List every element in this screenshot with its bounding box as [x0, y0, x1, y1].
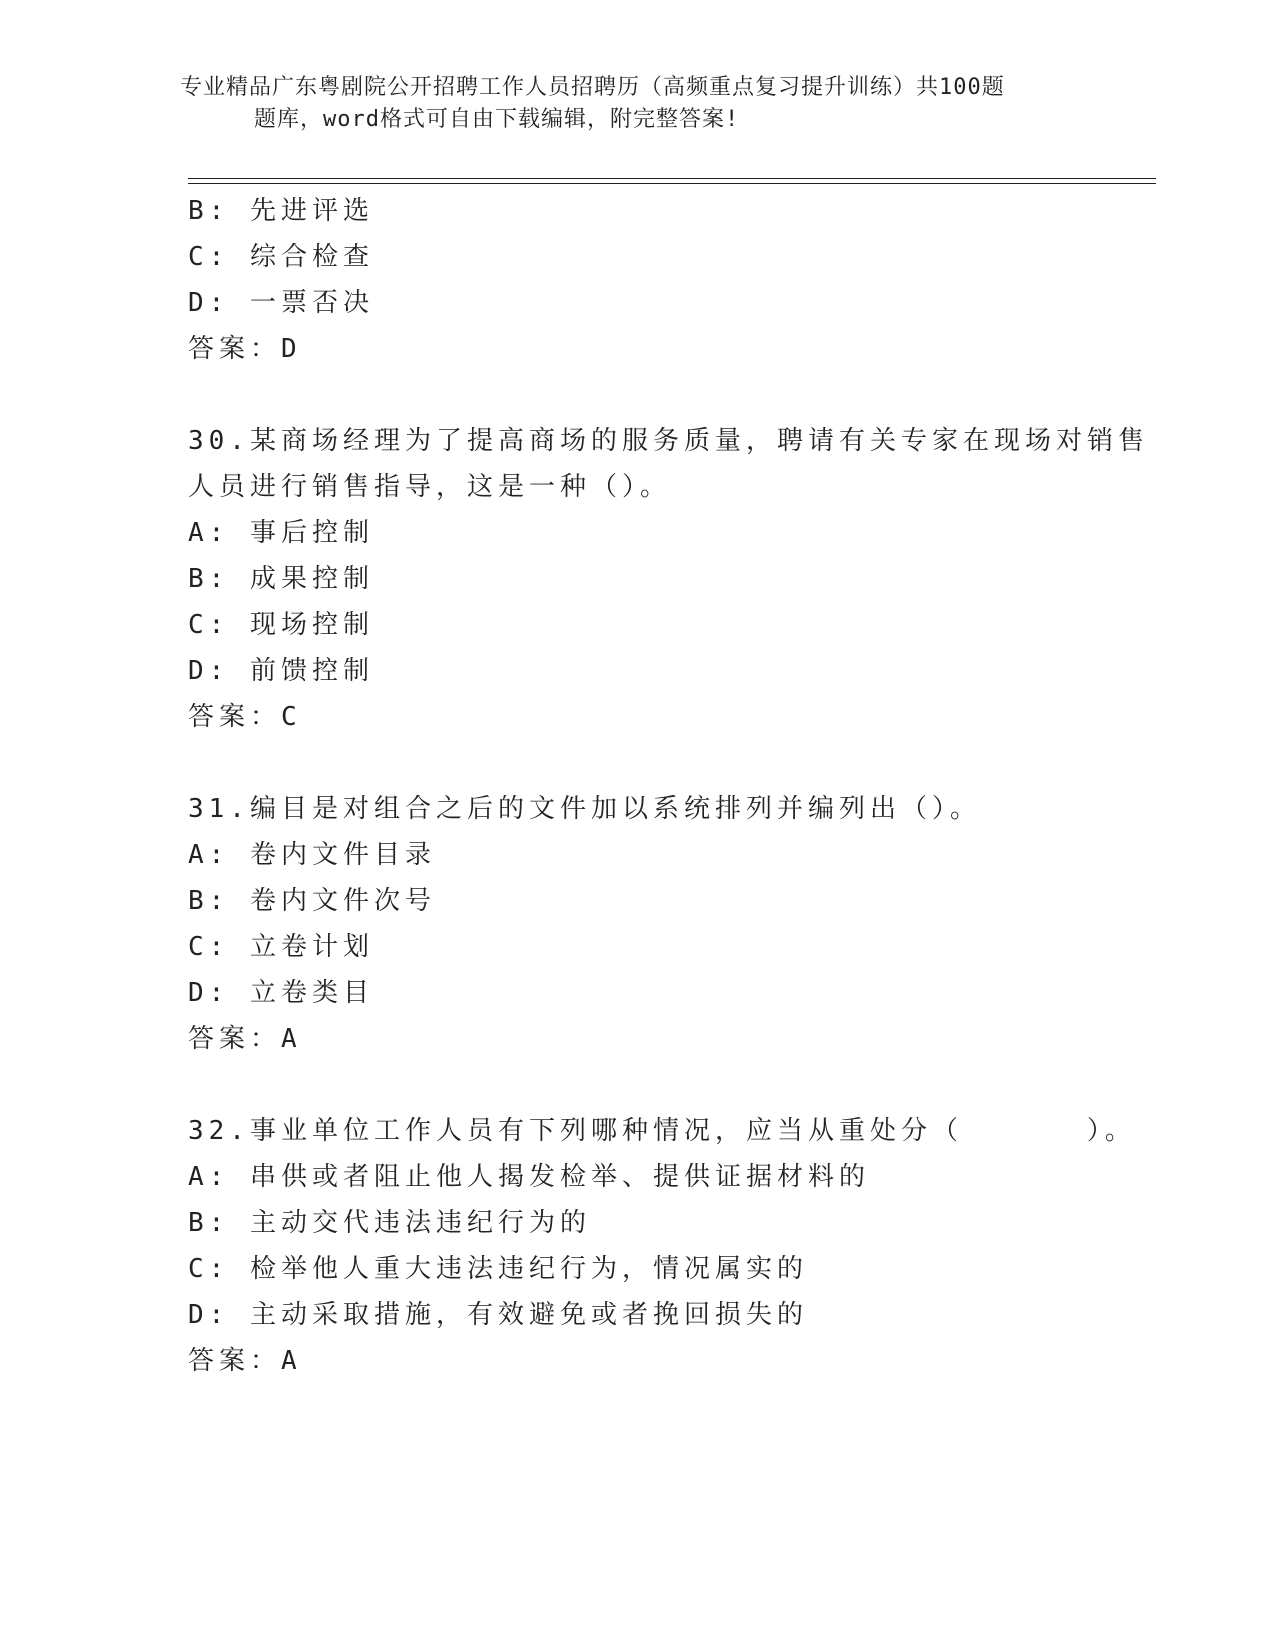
answer: 答案：A	[188, 1346, 302, 1376]
option-a: A: 串供或者阻止他人揭发检举、提供证据材料的	[188, 1162, 870, 1192]
spacer	[188, 1062, 1088, 1108]
header-title-line1: 专业精品广东粤剧院公开招聘工作人员招聘历（高频重点复习提升训练）共100题	[180, 75, 1005, 100]
question-stem: 32.事业单位工作人员有下列哪种情况，应当从重处分（ ）。	[188, 1116, 1136, 1146]
option-b: B: 先进评选	[188, 196, 374, 226]
option-d: D: 立卷类目	[188, 978, 374, 1008]
header-title-line2: 题库，word格式可自由下载编辑，附完整答案!	[254, 107, 740, 132]
option-b: B: 成果控制	[188, 564, 374, 594]
question-stem: 人员进行销售指导，这是一种（）。	[188, 472, 672, 502]
spacer	[188, 372, 1088, 418]
option-d: D: 一票否决	[188, 288, 374, 318]
question-32	[188, 1108, 1136, 1384]
question-stem: 30.某商场经理为了提高商场的服务质量，聘请有关专家在现场对销售	[188, 426, 1149, 456]
option-a: A: 卷内文件目录	[188, 840, 436, 870]
document-header	[180, 72, 1080, 136]
option-c: C: 综合检查	[188, 242, 374, 272]
option-d: D: 主动采取措施，有效避免或者挽回损失的	[188, 1300, 808, 1330]
question-partial	[188, 188, 1088, 372]
question-stem: 31.编目是对组合之后的文件加以系统排列并编列出（）。	[188, 794, 981, 824]
option-c: C: 立卷计划	[188, 932, 374, 962]
option-b: B: 主动交代违法违纪行为的	[188, 1208, 591, 1238]
question-list	[188, 188, 1149, 1384]
option-c: C: 检举他人重大违法违纪行为，情况属实的	[188, 1254, 808, 1284]
option-d: D: 前馈控制	[188, 656, 374, 686]
answer: 答案：D	[188, 334, 302, 364]
header-rule-bottom	[188, 183, 1156, 184]
option-b: B: 卷内文件次号	[188, 886, 436, 916]
answer: 答案：A	[188, 1024, 302, 1054]
header-rule-top	[188, 178, 1156, 179]
question-30	[188, 418, 1149, 740]
option-c: C: 现场控制	[188, 610, 374, 640]
spacer	[188, 740, 1088, 786]
option-a: A: 事后控制	[188, 518, 374, 548]
question-31	[188, 786, 1088, 1062]
answer: 答案：C	[188, 702, 302, 732]
